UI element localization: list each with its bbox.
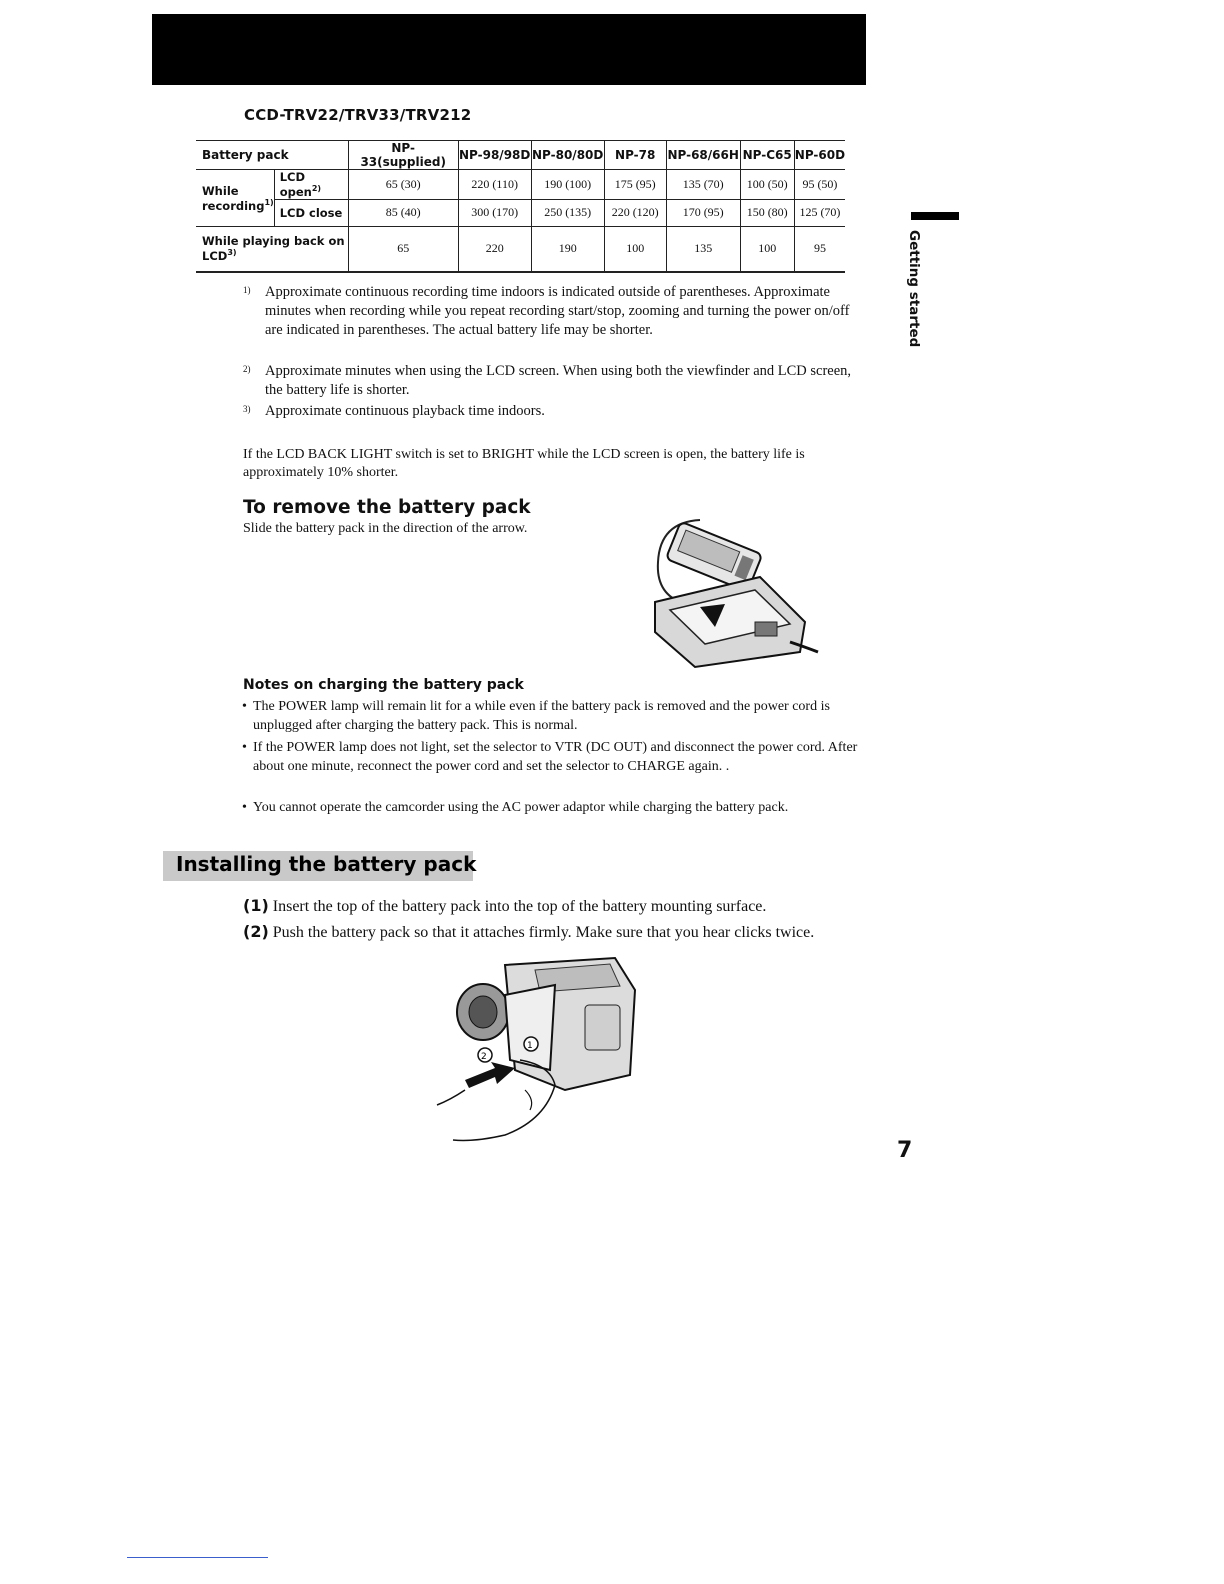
table-cell: 220 (120)	[604, 199, 666, 226]
footnote-1	[243, 283, 865, 340]
table-cell: 95 (50)	[794, 170, 845, 200]
table-row-playback	[196, 226, 845, 272]
footnote-number: 2)	[243, 364, 251, 374]
backlight-note: If the LCD BACK LIGHT switch is set to BRIGHT while the LCD screen is open, the battery life is approximately 10% shorter.	[243, 447, 805, 480]
table-cell: 65	[348, 226, 458, 272]
table-cell: 85 (40)	[348, 199, 458, 226]
step1-marker: 1	[527, 1041, 533, 1051]
footnote-text: Approximate continuous playback time indoors.	[265, 403, 545, 419]
step2-marker: 2	[481, 1052, 487, 1062]
table-cell: 135	[666, 226, 740, 272]
table-cell: 135 (70)	[666, 170, 740, 200]
table-cell: 220	[458, 226, 531, 272]
playback-text: While playing back on LCD	[202, 234, 345, 264]
footnote-text: Approximate minutes when using the LCD screen. When using both the viewfinder and LCD screen, the battery life is shorter.	[265, 363, 852, 398]
note-text: The POWER lamp will remain lit for a while even if the battery pack is removed and the power cord is unplugged after charging the battery pack. This is normal.	[253, 699, 830, 733]
table-cell: 220 (110)	[458, 170, 531, 200]
remove-text: Slide the battery pack in the direction of the arrow.	[243, 521, 528, 536]
bullet-dot: •	[242, 699, 247, 714]
column-header: NP-C65	[740, 141, 794, 170]
footnote-sup: 2)	[311, 184, 322, 193]
table-header-row	[196, 141, 845, 170]
step-1	[243, 896, 863, 917]
header-bar	[152, 14, 866, 85]
step-number: (2)	[243, 922, 269, 941]
column-header: NP-80/80D	[531, 141, 604, 170]
battery-table	[196, 140, 845, 273]
note-item	[242, 697, 863, 735]
lcd-close-label: LCD close	[274, 199, 348, 226]
table-row-lcd-close	[196, 199, 845, 226]
table-header-label: Battery pack	[196, 141, 348, 170]
footnote-3	[243, 402, 865, 421]
table-cell: 175 (95)	[604, 170, 666, 200]
note-text: You cannot operate the camcorder using the AC power adaptor while charging the battery pack.	[253, 800, 789, 815]
footnote-sup: 3)	[227, 248, 237, 258]
lcd-open-text: LCD open	[279, 170, 312, 199]
step-text: Push the battery pack so that it attaches firmly. Make sure that you hear clicks twice.	[272, 924, 815, 941]
note-item	[242, 798, 863, 817]
footnote-sup: 1)	[264, 197, 274, 207]
footnote-number: 1)	[243, 285, 251, 295]
while-recording-text: While recording	[202, 183, 265, 213]
step-2	[243, 922, 891, 943]
footnote-2	[243, 362, 865, 400]
page-number: 7	[897, 1138, 913, 1163]
side-tab-label: Getting started	[906, 230, 922, 348]
remove-heading: To remove the battery pack	[243, 497, 531, 518]
section-title: Installing the battery pack	[176, 852, 477, 876]
column-header: NP-33(supplied)	[348, 141, 458, 170]
table-cell: 170 (95)	[666, 199, 740, 226]
note-item	[242, 738, 863, 776]
column-header: NP-98/98D	[458, 141, 531, 170]
notes-heading: Notes on charging the battery pack	[243, 677, 524, 693]
table-cell: 100 (50)	[740, 170, 794, 200]
step-number: (1)	[243, 896, 269, 915]
table-row-lcd-open	[196, 170, 845, 200]
while-recording-label	[196, 170, 274, 227]
table-cell: 100	[604, 226, 666, 272]
table-cell: 300 (170)	[458, 199, 531, 226]
column-header: NP-78	[604, 141, 666, 170]
table-cell: 190	[531, 226, 604, 272]
side-tab-marker	[911, 212, 959, 220]
bullet-dot: •	[242, 740, 247, 755]
bottom-rule	[127, 1557, 268, 1558]
step-text: Insert the top of the battery pack into the top of the battery mounting surface.	[272, 898, 767, 915]
footnote-text: Approximate continuous recording time indoors is indicated outside of parentheses. Approximate minutes when recording while you repeat recording start/stop, zooming and turning the power on/off are indicated in parentheses. The actual battery life may be shorter.	[265, 284, 850, 338]
table-cell: 65 (30)	[348, 170, 458, 200]
playback-label	[196, 226, 348, 272]
table-cell: 250 (135)	[531, 199, 604, 226]
table-cell: 150 (80)	[740, 199, 794, 226]
battery-charger-illustration	[640, 512, 825, 672]
column-header: NP-68/66H	[666, 141, 740, 170]
column-header: NP-60D	[794, 141, 845, 170]
camcorder-illustration	[425, 950, 645, 1150]
table-cell: 190 (100)	[531, 170, 604, 200]
model-title: CCD-TRV22/TRV33/TRV212	[244, 106, 472, 124]
table-cell: 100	[740, 226, 794, 272]
lcd-open-label	[274, 170, 348, 200]
table-cell: 125 (70)	[794, 199, 845, 226]
table-cell: 95	[794, 226, 845, 272]
note-text: If the POWER lamp does not light, set the selector to VTR (DC OUT) and disconnect the power cord. After about one minute, reconnect the power cord and set the selector to CHARGE again. .	[253, 740, 858, 774]
footnote-number: 3)	[243, 404, 251, 414]
bullet-dot: •	[242, 800, 247, 815]
